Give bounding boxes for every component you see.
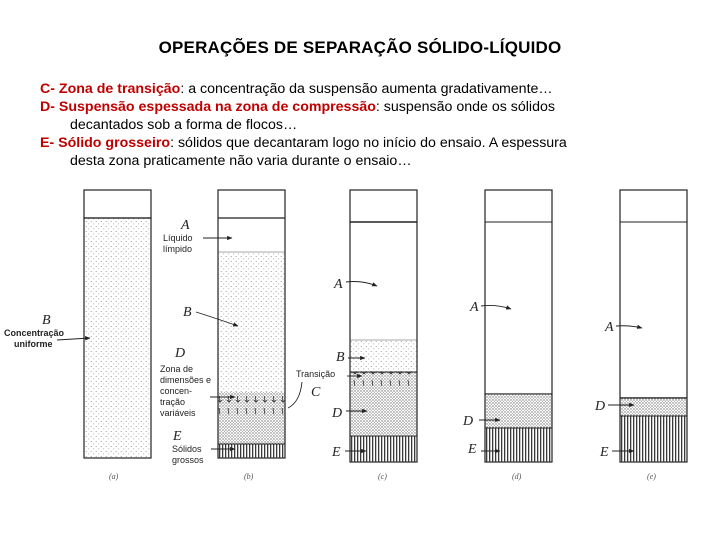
label-zona: Zona de	[160, 364, 194, 374]
caption-c: (c)	[378, 472, 387, 481]
letter-d: D	[332, 406, 343, 421]
letter-d: D	[463, 414, 474, 429]
label-solidos: Sólidos	[172, 444, 202, 454]
bracket-c	[288, 382, 302, 408]
definition-continuation: decantados sob a forma de flocos…	[70, 117, 298, 133]
label-zona: dimensões e	[160, 375, 212, 385]
caption-a: (a)	[109, 472, 119, 481]
caption-b: (b)	[244, 472, 254, 481]
letter-a: A	[334, 277, 343, 292]
definition-text: : a concentração da suspensão aumenta gradativamente…	[180, 81, 553, 97]
letter-d: D	[595, 399, 606, 414]
cylinder-a	[84, 190, 151, 458]
definition-continuation: desta zona praticamente não varia durante o ensaio…	[70, 153, 412, 169]
label-concentracao: Concentração	[4, 328, 65, 338]
definition-term: D- Suspensão espessada na zona de compressão	[40, 99, 376, 115]
definition-term: C- Zona de transição	[40, 81, 181, 97]
label-grossos: grossos	[172, 455, 204, 465]
label-uniforme: uniforme	[14, 339, 53, 349]
cylinder-c	[350, 190, 417, 462]
definition-text: : sólidos que decantaram logo no início do ensaio. A espessura	[170, 135, 567, 151]
label-zona: tração	[160, 397, 186, 407]
letter-a: A	[181, 218, 190, 233]
letter-b: B	[336, 350, 345, 365]
cylinder-d	[485, 190, 552, 462]
page-title: OPERAÇÕES DE SEPARAÇÃO SÓLIDO-LÍQUIDO	[158, 38, 562, 57]
letter-b: B	[42, 313, 51, 328]
letter-d: D	[175, 346, 186, 361]
definition-term: E- Sólido grosseiro	[40, 135, 171, 151]
cylinder-b	[218, 190, 285, 458]
letter-e: E	[600, 445, 609, 460]
letter-e: E	[332, 445, 341, 460]
letter-e: E	[468, 442, 477, 457]
caption-d: (d)	[512, 472, 522, 481]
label-zona: variáveis	[160, 408, 196, 418]
label-limpido: límpido	[163, 244, 193, 254]
letter-b: B	[183, 305, 192, 320]
caption-e: (e)	[647, 472, 656, 481]
letter-c: C	[311, 385, 321, 400]
label-transicao: Transição	[296, 369, 336, 379]
label-liquido: Líquido	[163, 233, 193, 243]
label-zona: concen-	[160, 386, 193, 396]
letter-a: A	[470, 300, 479, 315]
letter-e: E	[173, 429, 182, 444]
definition-text: : suspensão onde os sólidos	[375, 99, 555, 115]
letter-a: A	[605, 320, 614, 335]
